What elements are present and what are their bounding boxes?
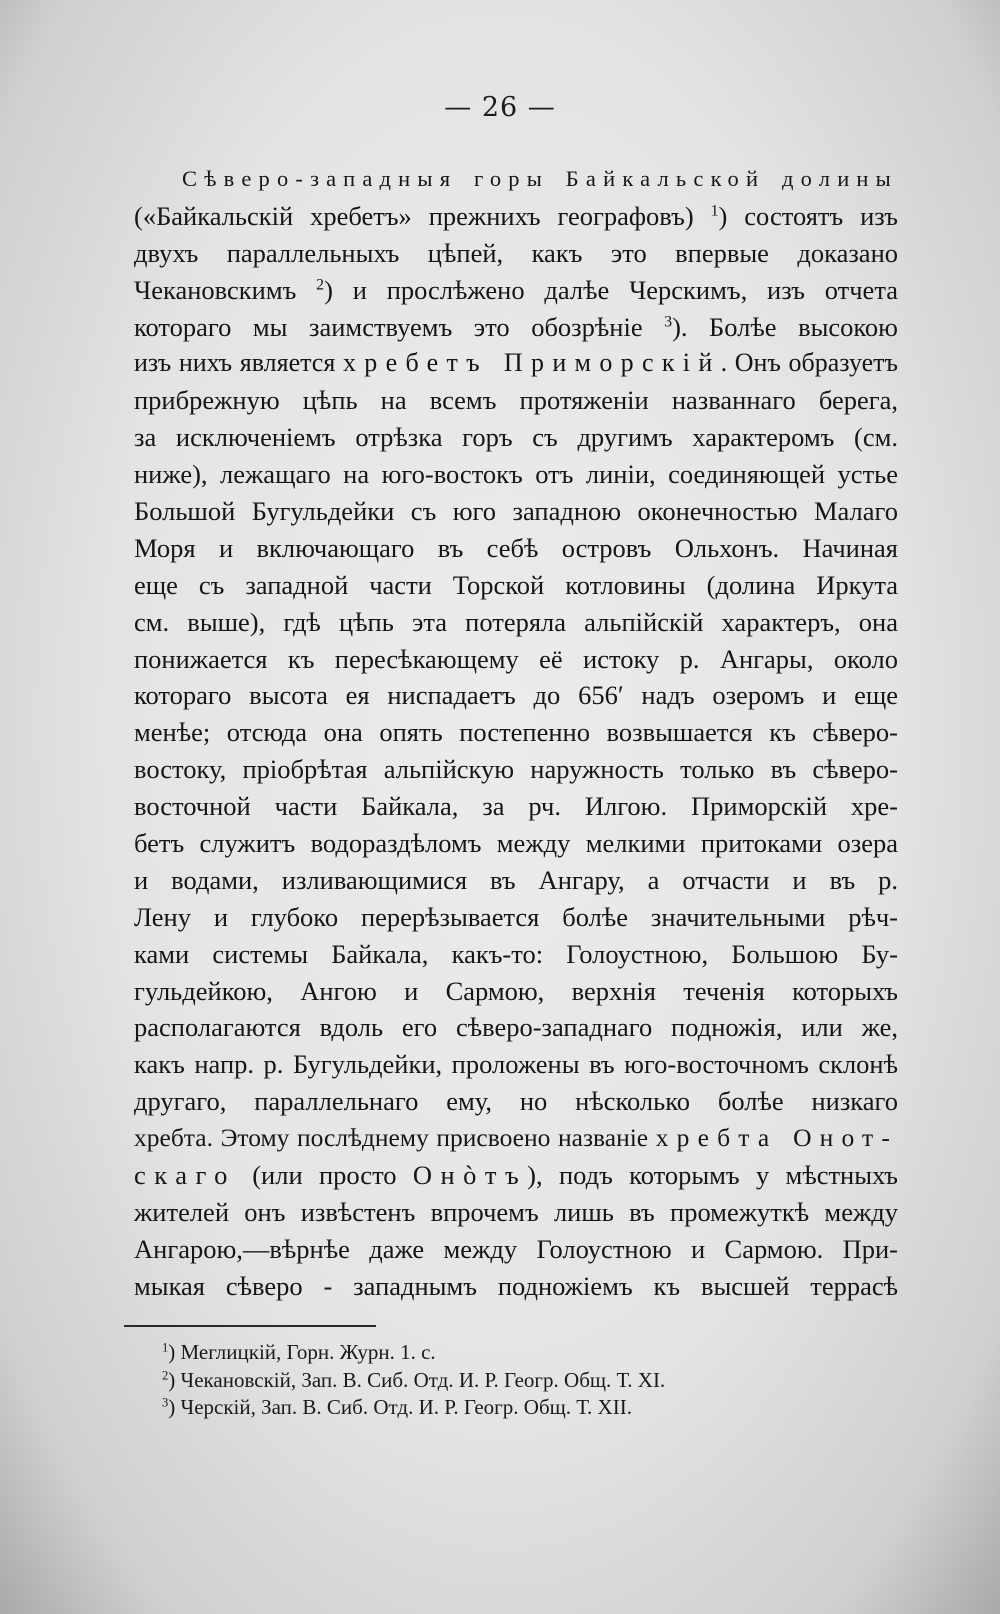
text-line (134, 1120, 898, 1157)
footnote-marker: 3 (162, 1395, 169, 1410)
text-run: ). Болѣе высокою (672, 311, 898, 342)
text-line (134, 641, 898, 678)
text-run: котораго высота ея ниспадаетъ до 656′ надъ озеромъ и еще (134, 680, 898, 711)
spaced-term: скаго (134, 1160, 236, 1191)
text-run: («Байкальскій хребетъ» прежнихъ географовъ) (134, 200, 711, 231)
text-line (134, 272, 898, 309)
text-run: котораго мы заимствуемъ это обозрѣніе (134, 311, 665, 342)
text-line (134, 198, 898, 235)
text-run: изъ нихъ является (134, 348, 343, 378)
text-line (134, 825, 898, 862)
spaced-term: хребетъ Приморскій (342, 348, 721, 378)
footnote-text: ) Черскій, Зап. В. Сиб. Отд. И. Р. Геогр. Общ. Т. XII. (168, 1395, 632, 1419)
text-run: (или просто (235, 1160, 413, 1191)
footnotes (162, 1339, 882, 1422)
text-line (134, 677, 898, 714)
footnote-3 (162, 1394, 882, 1422)
text-line (134, 161, 898, 198)
footnote-reference: 2 (316, 276, 325, 294)
text-run: располагаются вдоль его сѣверо-западнаго подножія, или же, (134, 1012, 898, 1043)
text-line (134, 345, 898, 382)
footnote-marker: 2 (162, 1367, 169, 1382)
text-line (134, 1083, 898, 1120)
body-text (134, 161, 898, 1305)
spaced-term: хребта Онот- (655, 1123, 898, 1153)
text-run: прибрежную цѣпь на всемъ протяженіи названнаго берега, (134, 385, 898, 416)
text-line (134, 493, 898, 530)
text-line (134, 1231, 898, 1268)
text-run: двухъ параллельныхъ цѣпей, какъ это впервые доказано (134, 237, 898, 268)
text-line (134, 456, 898, 493)
text-line (134, 862, 898, 899)
text-line (134, 751, 898, 788)
text-line (134, 1268, 898, 1305)
text-line (134, 1194, 898, 1231)
text-run: востоку, пріобрѣтая альпійскую наружность только въ сѣверо- (134, 754, 898, 785)
text-line (134, 1157, 898, 1194)
footnote-reference: 1 (710, 202, 719, 220)
text-line (134, 419, 898, 456)
text-run: Моря и включающаго въ себѣ островъ Ольхонъ. Начиная (134, 532, 898, 563)
text-run: за исключеніемъ отрѣзка горъ съ другимъ характеромъ (см. (134, 422, 898, 453)
text-line (134, 530, 898, 567)
footnote-marker: 1 (162, 1340, 169, 1355)
text-run: . Онъ образуетъ (720, 348, 898, 378)
text-run: мыкая сѣверо - западнымъ подножіемъ къ высшей террасѣ (134, 1270, 898, 1301)
page-number: — 26 — (444, 92, 556, 123)
text-run: ) состоятъ изъ (718, 200, 898, 231)
text-line (134, 788, 898, 825)
text-run: и водами, изливающимися въ Ангару, а отчасти и въ р. (134, 864, 898, 895)
text-run: Чекановскимъ (134, 274, 317, 305)
text-run: см. выше), гдѣ цѣпь эта потеряла альпійскій характеръ, она (134, 606, 898, 637)
spaced-term: Сѣверо-западныя горы Байкальской долины (182, 166, 898, 191)
text-line (134, 604, 898, 641)
text-run: жителей онъ извѣстенъ впрочемъ лишь въ промежуткѣ между (134, 1196, 898, 1227)
text-line (134, 309, 898, 346)
text-run: Лену и глубоко перерѣзывается болѣе значительными рѣч- (134, 901, 898, 932)
text-line (134, 1046, 898, 1083)
text-run: Ангарою,—вѣрнѣе даже между Голоустною и Сармою. При- (134, 1233, 898, 1264)
text-run: бетъ служитъ водораздѣломъ между мелкими притоками озера (134, 828, 898, 859)
footnote-reference: 3 (664, 313, 673, 331)
text-run: восточной части Байкала, за рч. Илгою. Приморскій хре- (134, 791, 898, 822)
text-run: Большой Бугульдейки съ юго западною оконечностью Малаго (134, 496, 898, 527)
footnote-1 (162, 1339, 882, 1367)
text-run: понижается къ пересѣкающему её истоку р. Ангары, около (134, 643, 898, 674)
text-run: какъ напр. р. Бугульдейки, проложены въ юго-восточномъ склонѣ (134, 1049, 898, 1080)
text-run: хребта. Этому послѣднему присвоено названіе (134, 1123, 656, 1153)
text-line (134, 899, 898, 936)
text-run: гульдейкою, Ангою и Сармою, верхнія теченія которыхъ (134, 975, 898, 1006)
text-line (134, 936, 898, 973)
text-run: ниже), лежащаго на юго-востокъ отъ линіи, соединяющей устье (134, 459, 898, 490)
text-line (134, 235, 898, 272)
footnote-divider (124, 1325, 376, 1327)
text-run: ) и прослѣжено далѣе Черскимъ, изъ отчета (324, 274, 898, 305)
text-line (134, 1009, 898, 1046)
text-run: ), подъ которымъ у мѣстныхъ (527, 1160, 898, 1191)
text-line (134, 567, 898, 604)
footnote-2 (162, 1367, 882, 1395)
footnote-text: ) Меглицкій, Горн. Журн. 1. с. (168, 1340, 436, 1364)
text-run: другаго, параллельнаго ему, но нѣсколько болѣе низкаго (134, 1086, 898, 1117)
text-line (134, 973, 898, 1010)
spaced-term: Онòтъ (412, 1160, 528, 1191)
footnote-text: ) Чекановскій, Зап. В. Сиб. Отд. И. Р. Геогр. Общ. Т. XI. (168, 1367, 666, 1392)
text-line (134, 382, 898, 419)
text-line (134, 714, 898, 751)
text-run: ками системы Байкала, какъ-то: Голоустною, Большою Бу- (134, 938, 898, 969)
text-run: менѣе; отсюда она опять постепенно возвышается къ сѣверо- (134, 717, 898, 748)
text-run: еще съ западной части Торской котловины (долина Иркута (134, 569, 898, 600)
